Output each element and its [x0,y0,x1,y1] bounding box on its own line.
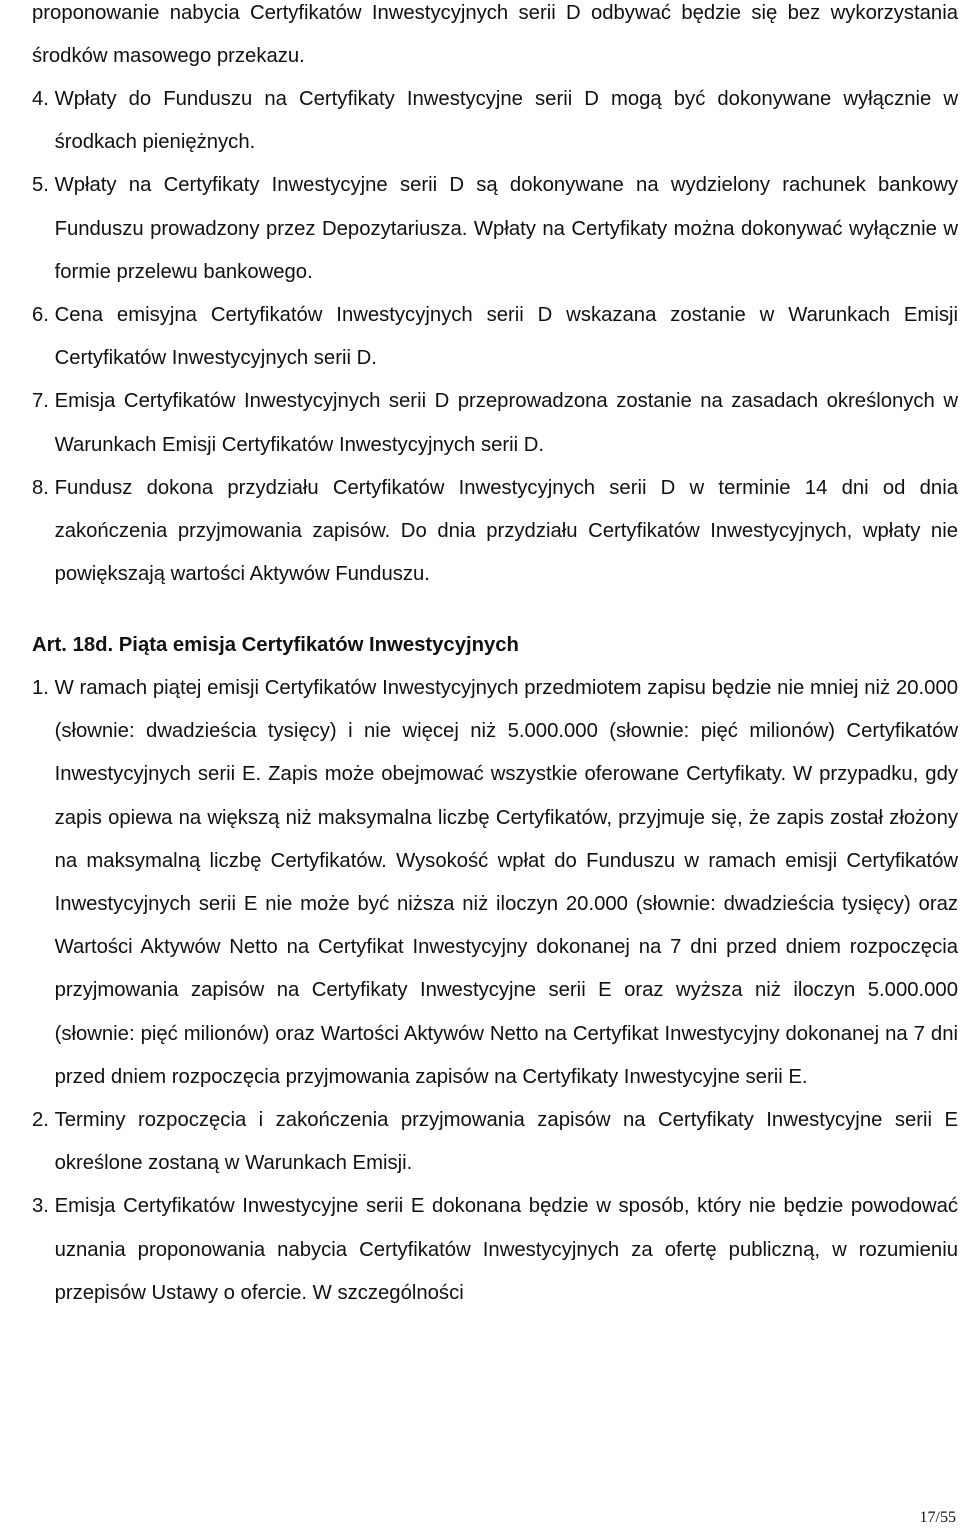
list-item [32,78,958,164]
item-text: Cena emisyjna Certyfikatów Inwestycyjnych serii D wskazana zostanie w Warunkach Emisji Certyfikatów Inwestycyjnych serii D. [54,304,958,370]
item-number: 6. [32,304,55,327]
article-heading: Art. 18d. Piąta emisja Certyfikatów Inwestycyjnych [32,634,519,656]
item-text: W ramach piątej emisji Certyfikatów Inwestycyjnych przedmiotem zapisu będzie nie mniej niż 20.000 (słownie: dwadzieścia tysięcy) i nie więcej niż 5.000.000 (słownie: pięć milionów) Certyfikatów Inwestycyjnych serii E. Zapis może obejmować wszystkie oferowane Certyfikaty. W przypadku, gdy zapis opiewa na większą niż maksymalna liczbę Certyfikatów, przyjmuje się, że zapis został złożony na maksymalną liczbę Certyfikatów. Wysokość wpłat do Funduszu w ramach emisji Certyfikatów Inwestycyjnych serii E nie może być niższa niż iloczyn 20.000 (słownie: dwadzieścia tysięcy) oraz Wartości Aktywów Netto na Certyfikat Inwestycyjny dokonanej na 7 dni przed dniem rozpoczęcia przyjmowania zapisów na Certyfikaty Inwestycyjne serii E oraz wyższa niż iloczyn 5.000.000 (słownie: pięć milionów) oraz Wartości Aktywów Netto na Certyfikat Inwestycyjny dokonanej na 7 dni przed dniem rozpoczęcia przyjmowania zapisów na Certyfikaty Inwestycyjne serii E. [54,677,958,1088]
item-number: 2. [32,1109,55,1132]
item-text: Terminy rozpoczęcia i zakończenia przyjmowania zapisów na Certyfikaty Inwestycyjne serii E określone zostaną w Warunkach Emisji. [54,1109,958,1175]
item-text: Emisja Certyfikatów Inwestycyjnych serii D przeprowadzona zostanie na zasadach określonych w Warunkach Emisji Certyfikatów Inwestycyjnych serii D. [54,390,958,456]
item-number: 1. [32,677,55,699]
item-text: Wpłaty na Certyfikaty Inwestycyjne serii D są dokonywane na wydzielony rachunek bankowy Funduszu prowadzony przez Depozytariusza. Wpłaty na Certyfikaty można dokonywać wyłącznie w formie przelewu bankowego. [54,174,958,283]
item-number: 7. [32,390,55,413]
paragraph-continuation [32,0,958,78]
item-text: Fundusz dokona przydziału Certyfikatów Inwestycyjnych serii D w terminie 14 dni od dnia zakończenia przyjmowania zapisów. Do dnia przydziału Certyfikatów Inwestycyjnych, wpłaty nie powiększają wartości Aktywów Funduszu. [54,476,958,586]
item-text: Wpłaty do Funduszu na Certyfikaty Inwestycyjne serii D mogą być dokonywane wyłącznie w środkach pieniężnych. [54,88,958,154]
item-number: 5. [32,174,55,197]
list-item [32,1185,958,1315]
item-number: 8. [32,476,55,499]
page-number: 17/55 [919,1509,956,1526]
item-number: 4. [32,88,55,110]
list-item [32,164,958,294]
item-text: Emisja Certyfikatów Inwestycyjne serii E dokonana będzie w sposób, który nie będzie powodować uznania proponowania nabycia Certyfikatów Inwestycyjnych za ofertę publiczną, w rozumieniu przepisów Ustawy o ofercie. W szczególności [54,1195,958,1304]
list-item [32,380,958,466]
list-item [32,294,958,380]
list-item [32,667,958,1099]
numbered-list-a [32,78,958,596]
paragraph-text: proponowanie nabycia Certyfikatów Inwestycyjnych serii D odbywać będzie się bez wykorzystania środków masowego przekazu. [32,2,958,68]
numbered-list-b [32,667,958,1315]
list-item [32,1099,958,1185]
item-number: 3. [32,1195,55,1218]
list-item [32,467,958,597]
